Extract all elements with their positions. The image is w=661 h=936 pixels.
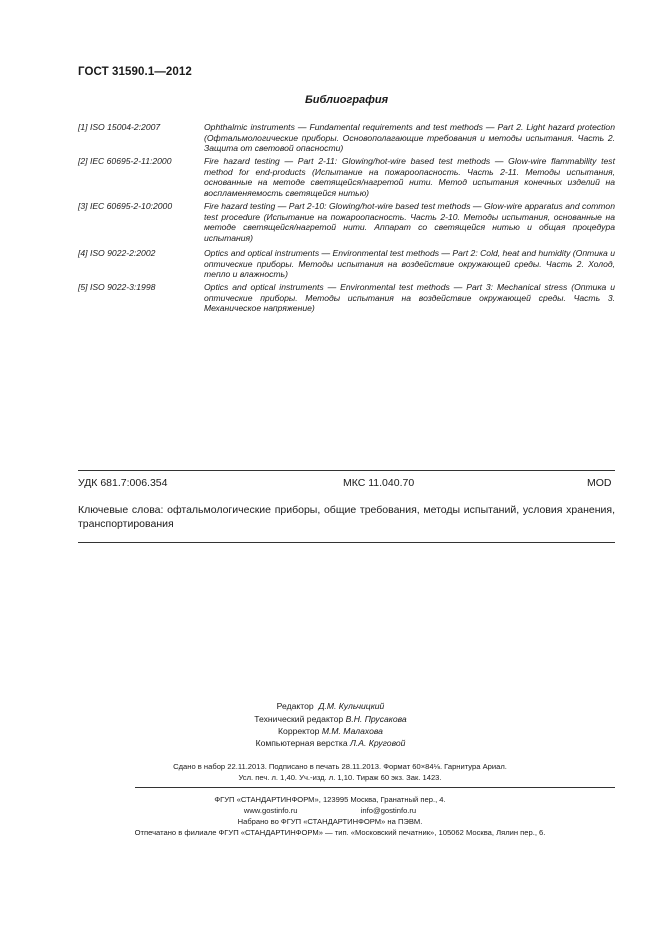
keywords: Ключевые слова: офтальмологические приборы, общие требования, методы испытаний, условия хранения, транспортирования [78, 504, 615, 530]
reference-text: Fire hazard testing — Part 2-11: Glowing/hot-wire based test methods — Glow-wire flammability test method for end-products (Испытание на пожароопасность. Часть 2-11. Методы испытания, основанные на методе светящейся/нагретой нити. Метод испытания конечных изделий на воспламеняемость светящейся нитью) [204, 156, 615, 198]
reference-text: Fire hazard testing — Part 2-10: Glowing/hot-wire based test methods — Glow-wire apparatus and common test procedure (Испытание на пожароопасность. Часть 2-10. Методы испытания, основанные на методе светящейся/нагретой нити. Аппарат со светящейся нитью и общая процедура испытания) [204, 201, 615, 243]
reference-text: Optics and optical instruments — Environmental test methods — Part 3: Mechanical stress (Оптика и оптические приборы. Методы испытания на воздействие окружающей среды. Часть 3. Механическое напряжение) [204, 282, 615, 314]
publisher-address: ФГУП «СТАНДАРТИНФОРМ», 123995 Москва, Гранатный пер., 4. [214, 795, 446, 804]
credit-person: Л.А. Круговой [350, 738, 406, 748]
divider-top [78, 470, 615, 471]
divider-bottom [78, 542, 615, 543]
print-info-line-1: Сдано в набор 22.11.2013. Подписано в печать 28.11.2013. Формат 60×84⅛. Гарнитура Ариал. [173, 762, 507, 771]
udk-code: УДК 681.7:006.354 [78, 477, 168, 489]
standard-code: ГОСТ 31590.1—2012 [78, 66, 192, 78]
reference-number: [2] IEC 60695-2-11:2000 [78, 156, 172, 166]
publisher-web: www.gostinfo.ru info@gostinfo.ru [243, 806, 417, 815]
reference-number: [4] ISO 9022-2:2002 [78, 248, 156, 258]
credit-tech-editor [150, 714, 511, 724]
reference-text: Optics and optical instruments — Environmental test methods — Part 2: Cold, heat and humidity (Оптика и оптические приборы. Методы испытания на воздействие окружающей среды. Часть 2. Холод, тепло и влажность) [204, 248, 615, 280]
credit-proofreader [150, 726, 511, 736]
credit-person: Д.М. Кульчицкий [318, 701, 385, 711]
credit-role: Компьютерная верстка [255, 738, 348, 748]
credit-editor [150, 701, 511, 711]
credit-person: В.Н. Прусакова [345, 714, 407, 724]
print-info-line-2: Усл. печ. л. 1,40. Уч.-изд. л. 1,10. Тираж 60 экз. Зак. 1423. [238, 773, 442, 782]
credit-person: М.М. Малахова [321, 726, 383, 736]
credit-role: Технический редактор [254, 714, 344, 724]
divider-imprint [135, 787, 615, 788]
reference-text: Ophthalmic instruments — Fundamental requirements and test methods — Part 2. Light hazard protection (Офтальмологические приборы. Основополагающие требования и методы испытания. Часть 2. Защита от световой опасности) [204, 122, 615, 154]
reference-number: [5] ISO 9022-3:1998 [78, 282, 156, 292]
bibliography-title: Библиография [305, 94, 389, 106]
credit-role: Корректор [278, 726, 320, 736]
typeset-info: Набрано во ФГУП «СТАНДАРТИНФОРМ» на ПЭВМ. [237, 817, 423, 826]
credit-role: Редактор [276, 701, 314, 711]
printer-info: Отпечатано в филиале ФГУП «СТАНДАРТИНФОРМ» — тип. «Московский печатник», 105062 Москва, Лялин пер., 6. [134, 828, 546, 837]
credit-layout [150, 738, 511, 748]
reference-number: [3] IEC 60695-2-10:2000 [78, 201, 173, 211]
mod-label: MOD [587, 477, 612, 489]
reference-number: [1] ISO 15004-2:2007 [78, 122, 161, 132]
mks-code: МКС 11.040.70 [343, 477, 415, 489]
